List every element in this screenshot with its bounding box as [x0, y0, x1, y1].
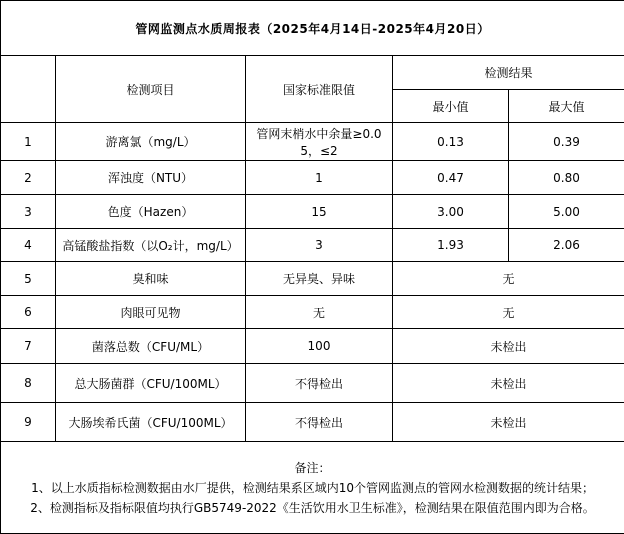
item-cell: 大肠埃希氏菌（CFU/100ML） [56, 403, 246, 442]
min-value-cell: 0.47 [393, 161, 509, 195]
note-line-2: 2、检测指标及指标限值均执行GB5749-2022《生活饮用水卫生标准》，检测结果在限值范围内即为合格。 [4, 498, 621, 518]
table-row [1, 161, 624, 195]
item-cell: 色度（Hazen） [56, 195, 246, 229]
standard-cell: 不得检出 [246, 364, 393, 403]
max-value-cell: 2.06 [509, 229, 624, 262]
result-cell: 无 [393, 296, 624, 329]
item-cell: 菌落总数（CFU/ML） [56, 329, 246, 364]
notes-row [1, 442, 624, 534]
min-value-cell: 1.93 [393, 229, 509, 262]
min-value-cell: 0.13 [393, 123, 509, 161]
item-cell: 高锰酸盐指数（以O₂计，mg/L） [56, 229, 246, 262]
column-header-item: 检测项目 [56, 56, 246, 123]
page-title: 管网监测点水质周报表（2025年4月14日-2025年4月20日） [1, 1, 624, 56]
column-header-max: 最大值 [509, 90, 624, 123]
max-value-cell: 0.80 [509, 161, 624, 195]
table-row [1, 296, 624, 329]
standard-cell: 无异臭、异味 [246, 262, 393, 296]
standard-cell: 无 [246, 296, 393, 329]
standard-cell: 3 [246, 229, 393, 262]
max-value-cell: 0.39 [509, 123, 624, 161]
table-row [1, 403, 624, 442]
notes [1, 442, 624, 534]
title-row [1, 1, 624, 56]
item-cell: 臭和味 [56, 262, 246, 296]
item-cell: 肉眼可见物 [56, 296, 246, 329]
standard-cell: 管网末梢水中余量≥0.05，≤2 [246, 123, 393, 161]
max-value-cell: 5.00 [509, 195, 624, 229]
row-number-cell: 4 [1, 229, 56, 262]
row-number-cell: 1 [1, 123, 56, 161]
column-header-result: 检测结果 [393, 56, 624, 90]
row-number-cell: 8 [1, 364, 56, 403]
standard-cell: 不得检出 [246, 403, 393, 442]
table-row [1, 262, 624, 296]
result-cell: 未检出 [393, 403, 624, 442]
standard-cell: 15 [246, 195, 393, 229]
table-row [1, 329, 624, 364]
row-number-cell: 2 [1, 161, 56, 195]
result-cell: 无 [393, 262, 624, 296]
result-cell: 未检出 [393, 364, 624, 403]
column-header-min: 最小值 [393, 90, 509, 123]
note-line-1: 1、以上水质指标检测数据由水厂提供，检测结果系区域内10个管网监测点的管网水检测数据的统计结果； [4, 478, 621, 498]
standard-cell: 1 [246, 161, 393, 195]
table-row [1, 364, 624, 403]
row-number-cell: 3 [1, 195, 56, 229]
header-row-top [1, 56, 624, 90]
standard-cell: 100 [246, 329, 393, 364]
item-cell: 游离氯（mg/L） [56, 123, 246, 161]
row-number-cell: 7 [1, 329, 56, 364]
table-row [1, 123, 624, 161]
table-row [1, 195, 624, 229]
result-cell: 未检出 [393, 329, 624, 364]
min-value-cell: 3.00 [393, 195, 509, 229]
row-number-cell: 6 [1, 296, 56, 329]
column-header-standard: 国家标准限值 [246, 56, 393, 123]
notes-label: 备注： [4, 458, 621, 478]
table-row [1, 229, 624, 262]
row-number-cell: 9 [1, 403, 56, 442]
row-number-cell: 5 [1, 262, 56, 296]
item-cell: 总大肠菌群（CFU/100ML） [56, 364, 246, 403]
item-cell: 浑浊度（NTU） [56, 161, 246, 195]
row-number-header [1, 56, 56, 123]
